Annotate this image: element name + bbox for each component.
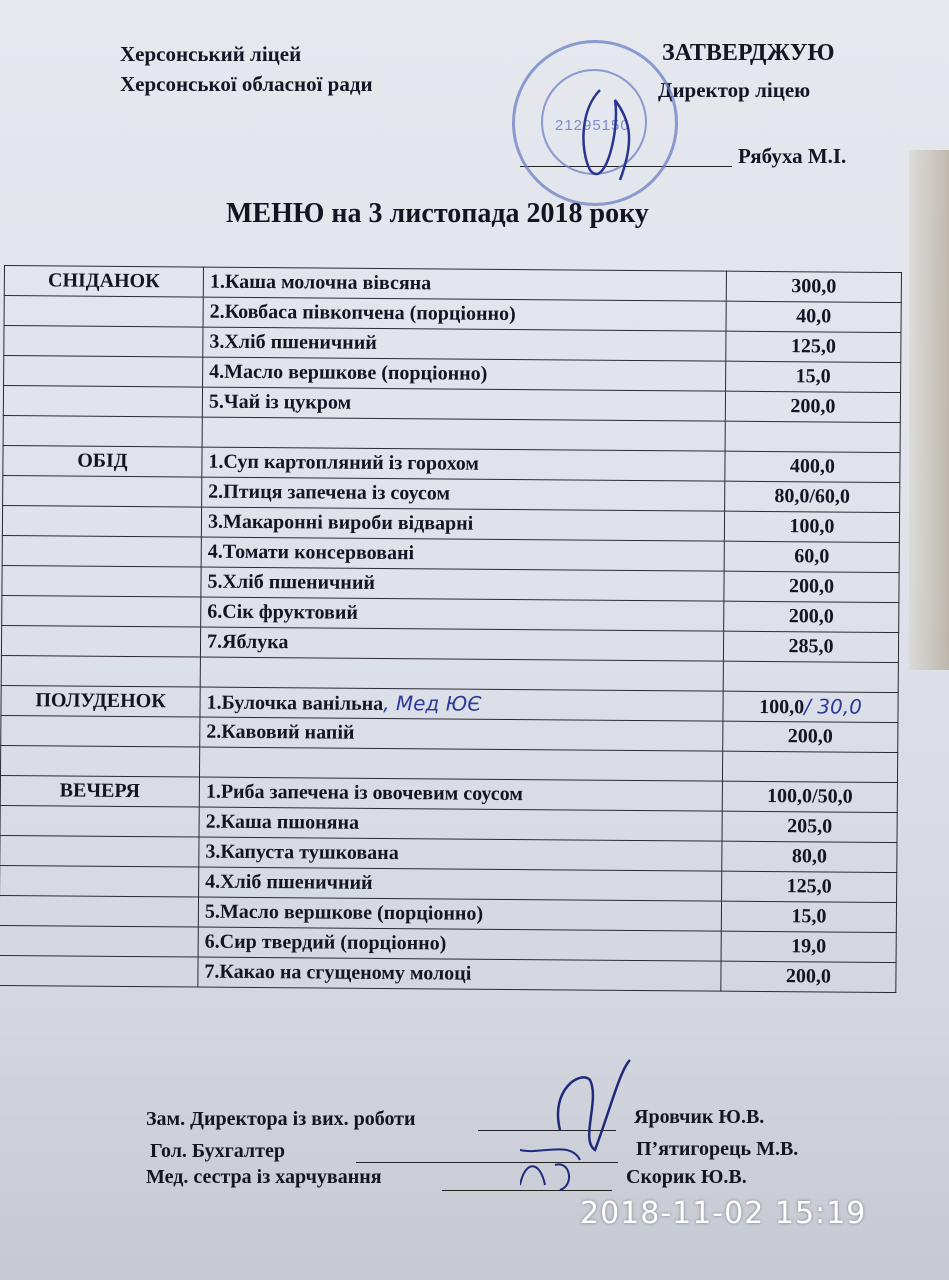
dish-amount: 40,0 [796,305,832,328]
empty-cell [2,505,201,537]
director-name: Рябуха М.І. [738,144,847,168]
dish-cell [199,807,722,841]
empty-cell [1,715,200,747]
dish-name: 2.Птиця запечена із соусом [208,480,451,505]
dish-cell [202,387,725,421]
footer-name-accountant: П’ятигорець М.В. [636,1138,799,1160]
dish-cell [198,927,721,961]
background-wall [909,150,949,670]
empty-cell [725,421,900,452]
dish-amount: 80,0 [791,845,827,868]
dish-cell [201,597,724,631]
footer-role-deputy: Зам. Директора із вих. роботи [146,1108,416,1130]
amount-cell [721,931,896,962]
dish-name: 1.Каша молочна вівсяна [209,270,432,295]
dish-cell [203,327,726,361]
empty-cell [199,747,722,781]
dish-name: 7.Какао на сгущеному молоці [204,960,472,985]
director-signature [560,70,650,190]
dish-amount: 200,0 [788,575,835,598]
meal-name: ОБІД [3,445,202,477]
dish-cell [203,357,726,391]
dish-name: 2.Каша пшоняна [205,810,360,834]
dish-name: 1.Булочка ванільна [206,691,384,715]
dish-name: 3.Капуста тушкована [205,840,399,865]
dish-name: 4.Масло вершкове (порціонно) [209,360,488,385]
dish-amount: 200,0 [785,965,832,988]
amount-cell [724,541,899,572]
amount-cell [722,841,897,872]
amount-cell [723,631,898,662]
empty-cell [1,655,200,687]
dish-cell [199,837,722,871]
dish-amount: 60,0 [794,545,830,568]
table-row [0,955,896,992]
amount-cell [725,451,900,482]
empty-cell [4,296,203,328]
dish-cell [202,447,725,481]
director-title: Директор ліцею [658,78,811,102]
footer-role-accountant: Гол. Бухгалтер [150,1140,285,1162]
page-title: МЕНЮ на 3 листопада 2018 року [226,198,649,229]
empty-cell [0,955,198,987]
school-name-line2: Херсонської обласної ради [120,72,373,96]
footer-role-nurse: Мед. сестра із харчування [146,1166,382,1188]
dish-cell [198,957,721,991]
amount-cell [724,601,899,632]
dish-amount: 200,0 [788,605,834,628]
empty-cell [4,356,203,388]
empty-cell [0,745,199,777]
amount-cell [721,901,896,932]
meal-name: СНІДАНОК [4,266,203,298]
amount-cell [723,721,898,752]
dish-cell [198,897,721,931]
dish-cell [202,477,725,511]
amount-cell [723,691,898,722]
dish-cell [199,867,722,901]
dish-name: 3.Хліб пшеничний [209,330,377,354]
dish-amount: 100,0 [789,515,835,538]
empty-cell [0,835,199,867]
empty-cell [2,595,201,627]
dish-name: 7.Яблука [206,630,289,654]
dish-cell [199,777,722,811]
dish-name: 6.Сир твердий (порціонно) [204,930,447,955]
dish-amount: 15,0 [791,905,827,928]
dish-cell [201,567,724,601]
dish-amount: 285,0 [788,635,834,658]
dish-amount: 125,0 [786,875,832,898]
dish-cell [203,267,726,301]
amount-cell [726,361,901,392]
approve-label: ЗАТВЕРДЖУЮ [662,40,835,66]
amount-cell [722,811,897,842]
empty-cell [200,657,723,691]
empty-cell [0,895,199,927]
dish-amount: 100,0 [759,695,805,719]
dish-name: 5.Хліб пшеничний [207,570,376,594]
empty-cell [1,625,200,657]
amount-cell [722,871,897,902]
dish-name: 2.Кавовий напій [206,720,355,744]
empty-cell [3,386,202,418]
dish-cell [201,507,724,541]
empty-cell [0,925,198,957]
handwritten-amount: / 30,0 [804,694,862,719]
empty-cell [3,415,202,447]
footer-signatures [520,1050,650,1200]
meal-name: ПОЛУДЕНОК [1,685,200,717]
amount-cell [725,391,900,422]
dish-cell [200,717,723,751]
dish-amount: 125,0 [790,335,836,358]
amount-cell [724,511,899,542]
amount-cell [722,781,897,812]
dish-amount: 205,0 [787,815,833,838]
dish-amount: 400,0 [789,455,836,478]
photo-timestamp: 2018-11-02 15:19 [580,1196,867,1231]
dish-name: 6.Сік фруктовий [207,600,359,624]
handwritten-note: , Мед ЮЄ [383,690,482,716]
empty-cell [202,417,725,451]
footer-name-nurse: Скорик Ю.В. [626,1166,747,1188]
empty-cell [3,475,202,507]
empty-cell [0,805,199,837]
dish-cell [201,537,724,571]
empty-cell [2,535,201,567]
amount-cell [726,271,901,302]
empty-cell [0,865,199,897]
dish-amount: 100,0/50,0 [766,785,853,808]
school-name-line1: Херсонський ліцей [120,42,302,66]
dish-amount: 200,0 [787,725,833,748]
amount-cell [721,961,896,992]
dish-amount: 80,0/60,0 [774,485,851,508]
dish-name: 2.Ковбаса півкопчена (порціонно) [209,300,516,326]
dish-amount: 200,0 [790,395,836,418]
dish-name: 5.Масло вершкове (порціонно) [204,900,484,925]
dish-amount: 300,0 [791,275,837,298]
dish-cell [200,627,723,661]
empty-cell [723,661,898,692]
meal-name: ВЕЧЕРЯ [0,775,199,807]
amount-cell [725,481,900,512]
menu-table [0,265,902,993]
amount-cell [724,571,899,602]
dish-amount: 19,0 [791,935,827,958]
dish-name: 1.Риба запечена із овочевим соусом [205,780,524,806]
empty-cell [2,565,201,597]
empty-cell [4,326,203,358]
dish-cell [203,297,726,331]
stamp-code: 21295150 [555,117,630,134]
dish-name: 1.Суп картопляний із горохом [208,450,480,475]
dish-name: 3.Макаронні вироби відварні [207,510,474,535]
dish-name: 4.Хліб пшеничний [205,870,373,894]
dish-amount: 15,0 [795,365,831,388]
amount-cell [726,301,901,332]
footer-name-deputy: Яровчик Ю.В. [634,1106,765,1128]
empty-cell [722,751,897,782]
amount-cell [726,331,901,362]
dish-cell [200,687,723,721]
dish-name: 5.Чай із цукром [208,390,352,414]
dish-name: 4.Томати консервовані [207,540,415,565]
